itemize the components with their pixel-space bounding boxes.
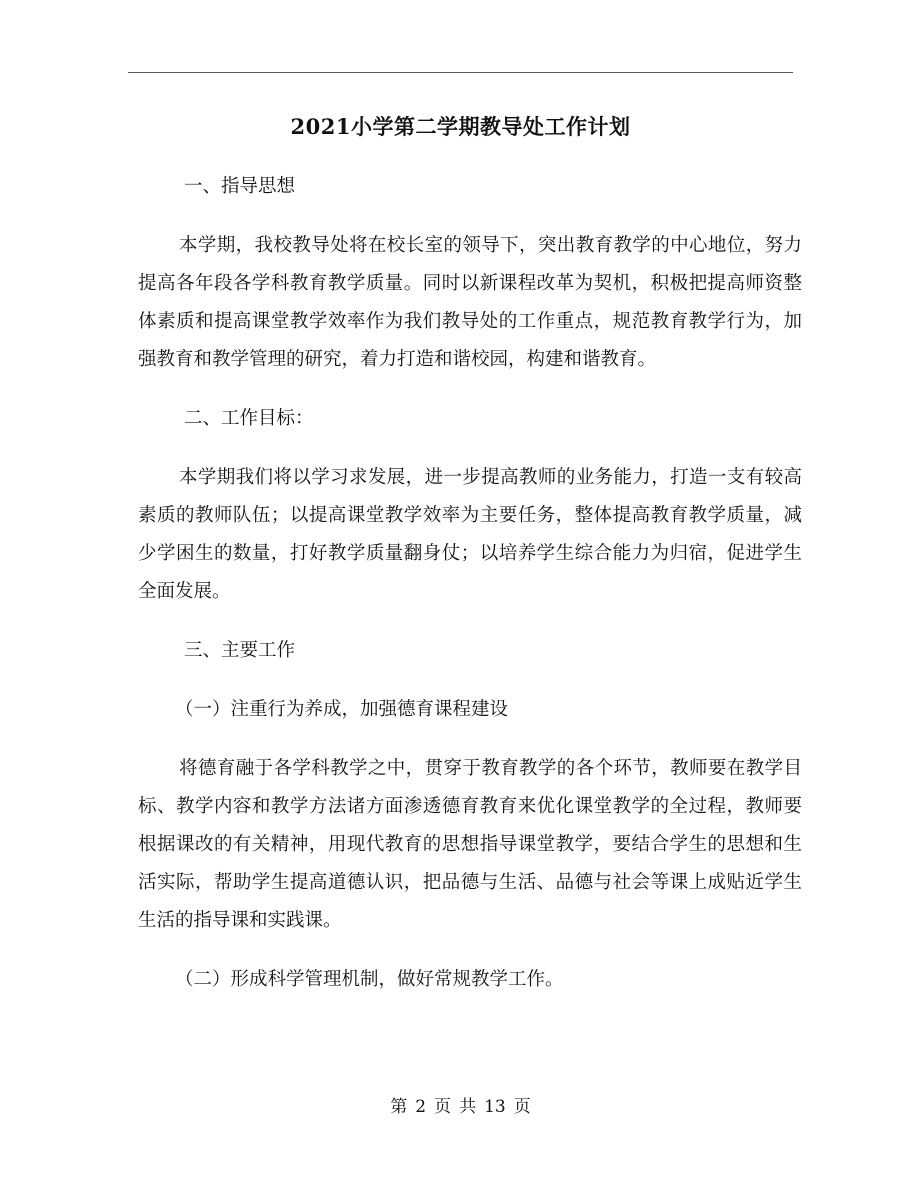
subsection-heading-management: （二）形成科学管理机制，做好常规教学工作。 — [175, 969, 564, 990]
paragraph-work-goals: 本学期我们将以学习求发展，进一步提高教师的业务能力，打造一支有较高素质的教师队伍；以提高课堂教学效率为主要任务，整体提高教育教学质量，减少学困生的数量，打好教学质量翻身仗；以培养学生综合能力为归宿，促进学生全面发展。 — [138, 467, 802, 602]
section-heading-work-goals: 二、工作目标： — [184, 408, 314, 429]
footer-prefix: 第 — [390, 1097, 408, 1117]
subsection-heading-moral-education: （一）注重行为养成，加强德育课程建设 — [175, 699, 509, 720]
footer-total-word: 共 — [459, 1097, 477, 1117]
footer-page-number: 2 — [415, 1097, 427, 1117]
document-title: 2021小学第二学期教导处工作计划 — [290, 114, 631, 139]
footer-suffix: 页 — [513, 1097, 531, 1117]
paragraph-guiding-ideology: 本学期，我校教导处将在校长室的领导下，突出教育教学的中心地位，努力提高各年段各学科教育教学质量。同时以新课程改革为契机，积极把提高师资整体素质和提高课堂教学效率作为我们教导处的工作重点，规范教育教学行为，加强教育和教学管理的研究，着力打造和谐校园，构建和谐教育。 — [138, 235, 802, 370]
section-heading-main-work: 三、主要工作 — [184, 640, 296, 661]
page-footer — [128, 1095, 793, 1119]
header-rule — [128, 72, 793, 73]
section-heading-guiding-ideology: 一、指导思想 — [184, 176, 296, 197]
document-body — [138, 168, 802, 1020]
footer-total-pages: 13 — [484, 1097, 506, 1117]
paragraph-moral-education: 将德育融于各学科教学之中，贯穿于教育教学的各个环节，教师要在教学目标、教学内容和教学方法诸方面渗透德育教育来优化课堂教学的全过程，教师要根据课改的有关精神，用现代教育的思想指导课堂教学，要结合学生的思想和生活实际，帮助学生提高道德认识，把品德与生活、品德与社会等课上成贴近学生生活的指导课和实践课。 — [138, 758, 802, 931]
footer-page-word: 页 — [434, 1097, 452, 1117]
